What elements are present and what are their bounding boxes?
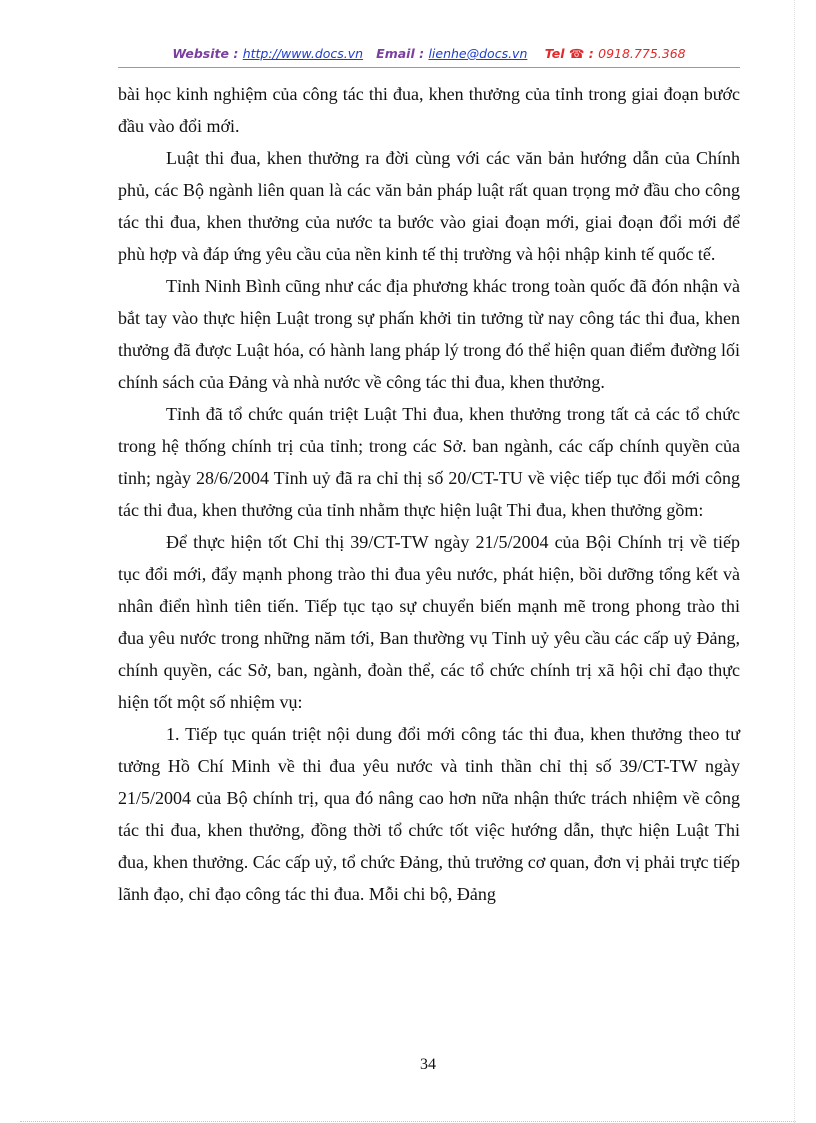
- website-link[interactable]: http://www.docs.vn: [242, 46, 364, 61]
- paragraph: bài học kinh nghiệm của công tác thi đua, khen thưởng của tỉnh trong giai đoạn bước đầu vào đổi mới.: [118, 84, 740, 136]
- phone-icon: ☎: [568, 46, 585, 61]
- header-separator: :: [228, 46, 243, 61]
- tel-label: Tel: [544, 46, 565, 61]
- website-label: Website: [172, 46, 229, 61]
- paragraph: 1. Tiếp tục quán triệt nội dung đổi mới công tác thi đua, khen thưởng theo tư tưởng Hồ Chí Minh về thi đua yêu nước và tinh thần chỉ thị số 39/CT-TW ngày 21/5/2004 của Bộ chính trị, qua đó nâng cao hơn nữa nhận thức trách nhiệm về công tác thi đua, khen thưởng, đồng thời tổ chức tốt việc hướng dẫn, thực hiện Luật Thi đua, khen thưởng. Các cấp uỷ, tổ chức Đảng, thủ trưởng cơ quan, đơn vị phải trực tiếp lãnh đạo, chỉ đạo công tác thi đua. Mỗi chi bộ, Đảng: [118, 724, 740, 904]
- email-link[interactable]: lienhe@docs.vn: [428, 46, 528, 61]
- email-label: Email: [376, 46, 415, 61]
- page-number: 34: [420, 1056, 436, 1073]
- header-separator: :: [414, 46, 429, 61]
- tel-value: 0918.775.368: [598, 46, 686, 61]
- paragraph: Luật thi đua, khen thưởng ra đời cùng với các văn bản hướng dẫn của Chính phủ, các Bộ ngành liên quan là các văn bản pháp luật rất quan trọng mở đầu cho công tác thi đua, khen thưởng của nước ta bước vào giai đoạn mới, giai đoạn đổi mới để phù hợp và đáp ứng yêu cầu của nền kinh tế thị trường và hội nhập kinh tế quốc tế.: [118, 148, 740, 264]
- page-header: [118, 46, 740, 61]
- header-separator: :: [584, 46, 599, 61]
- page-edge-divider: [794, 0, 795, 1123]
- document-body: [118, 78, 740, 910]
- paragraph: Để thực hiện tốt Chỉ thị 39/CT-TW ngày 21/5/2004 của Bội Chính trị về tiếp tục đổi mới, đẩy mạnh phong trào thi đua yêu nước, phát hiện, bồi dưỡng tổng kết và nhân điển hình tiên tiến. Tiếp tục tạo sự chuyển biến mạnh mẽ trong phong trào thi đua yêu nước trong những năm tới, Ban thường vụ Tỉnh uỷ yêu cầu các cấp uỷ Đảng, chính quyền, các Sở, ban, ngành, đoàn thể, các tổ chức chính trị xã hội chỉ đạo thực hiện tốt một số nhiệm vụ:: [118, 532, 740, 712]
- paragraph: Tỉnh Ninh Bình cũng như các địa phương khác trong toàn quốc đã đón nhận và bắt tay vào thực hiện Luật trong sự phấn khởi tin tưởng từ nay công tác thi đua, khen thưởng đã được Luật hóa, có hành lang pháp lý trong đó thể hiện quan điểm đường lối chính sách của Đảng và nhà nước về công tác thi đua, khen thưởng.: [118, 276, 740, 392]
- paragraph: Tỉnh đã tổ chức quán triệt Luật Thi đua, khen thưởng trong tất cả các tổ chức trong hệ thống chính trị của tỉnh; trong các Sở. ban ngành, các cấp chính quyền của tỉnh; ngày 28/6/2004 Tỉnh uỷ đã ra chỉ thị số 20/CT-TU về việc tiếp tục đổi mới công tác thi đua, khen thưởng của tỉnh nhằm thực hiện luật Thi đua, khen thưởng gồm:: [118, 404, 740, 520]
- page-bottom-divider: [20, 1121, 796, 1122]
- header-divider: [118, 67, 740, 68]
